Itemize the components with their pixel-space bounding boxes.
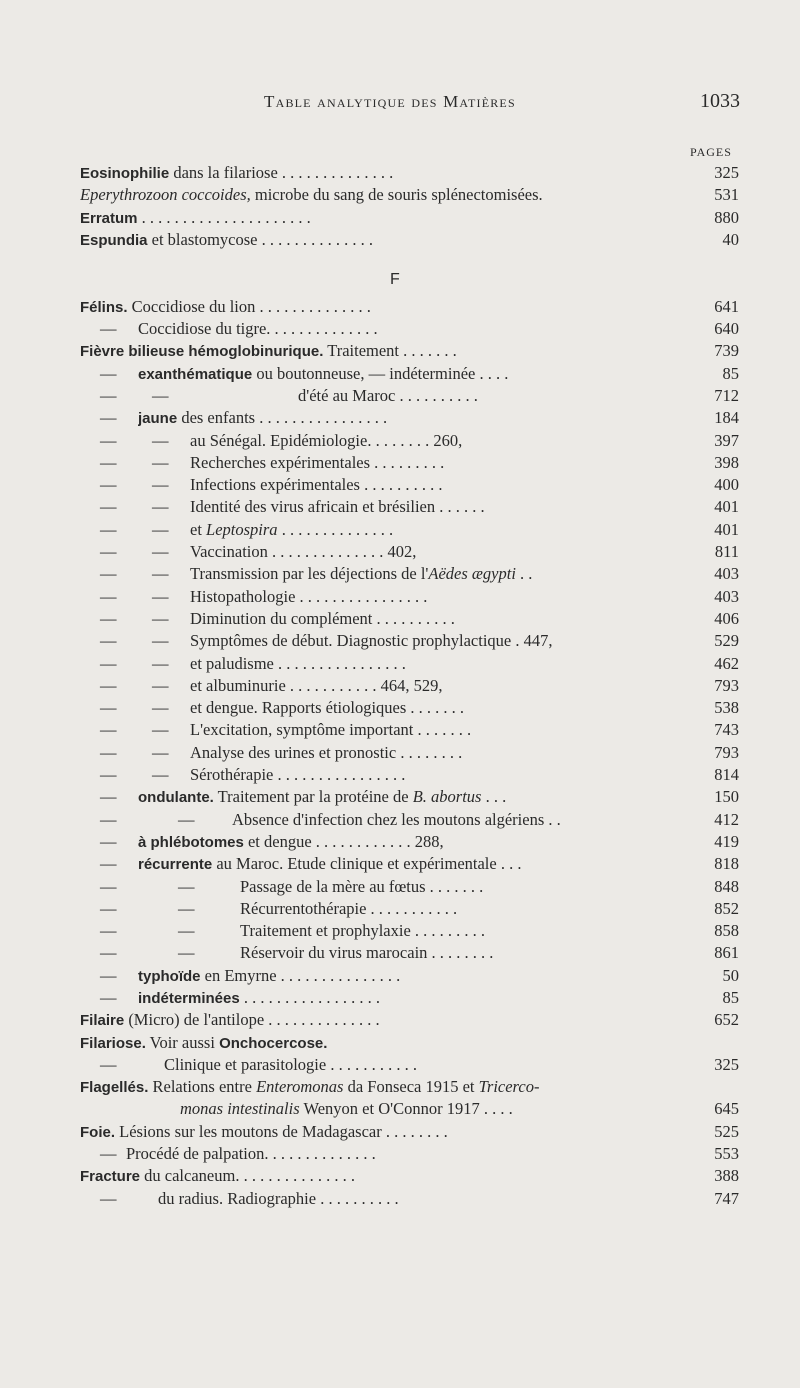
index-entry — [0, 363, 800, 385]
page-number: 1033 — [700, 90, 740, 112]
entry-text — [190, 719, 680, 741]
entry-text — [190, 452, 680, 474]
entry-text — [190, 764, 680, 786]
continuation-dash: — — [100, 876, 117, 896]
continuation-dash: — — [100, 787, 117, 807]
entry-description: au Maroc. Etude clinique et expérimentale . . . — [212, 854, 522, 874]
entry-text — [80, 340, 680, 363]
entry-description: Symptômes de début. Diagnostic prophylactique . 447, — [190, 631, 553, 651]
continuation-dash: — — [152, 542, 169, 562]
page-reference: 531 — [714, 185, 739, 205]
continuation-dash: — — [100, 698, 117, 718]
entry-description: Transmission par les déjections de l' — [190, 564, 429, 584]
page-reference: 712 — [714, 385, 739, 405]
entry-italic-term: Tricerco- — [478, 1077, 540, 1097]
entry-text — [190, 474, 680, 496]
entry-description: L'excitation, symptôme important . . . . . . . — [190, 720, 472, 740]
continuation-dash: — — [100, 809, 117, 829]
entry-italic-term: Eperythrozoon coccoides, — [80, 185, 251, 205]
index-entry — [0, 586, 800, 608]
page-reference: 739 — [714, 341, 739, 361]
index-entry — [0, 987, 800, 1009]
entry-text — [190, 653, 680, 675]
entry-text — [190, 541, 680, 563]
entry-description: et albuminurie . . . . . . . . . . . 464, 529, — [190, 675, 443, 695]
index-entry — [0, 1054, 800, 1076]
continuation-dash: — — [100, 1144, 117, 1164]
continuation-dash: — — [178, 898, 195, 918]
entry-description: Histopathologie . . . . . . . . . . . . . . . . — [190, 586, 428, 606]
entry-description: Voir aussi — [145, 1032, 220, 1052]
page-reference: 403 — [714, 564, 739, 584]
entry-text — [164, 1054, 680, 1076]
entry-text — [190, 742, 680, 764]
index-entry — [0, 853, 800, 875]
entry-text — [240, 920, 680, 942]
index-entry — [0, 764, 800, 786]
entry-text — [80, 184, 680, 206]
entry-keyword: Félins. — [80, 298, 128, 316]
entry-keyword: Onchocercose. — [219, 1034, 328, 1052]
entry-italic-term: Aëdes ægypti — [428, 564, 516, 584]
entry-text — [240, 898, 680, 920]
index-entry — [0, 1098, 800, 1120]
page-reference: 861 — [714, 943, 739, 963]
index-entry — [0, 273, 800, 295]
index-entry — [0, 251, 800, 273]
continuation-dash: — — [100, 965, 117, 985]
entry-text — [138, 318, 680, 340]
page-reference: 401 — [714, 519, 739, 539]
entry-description: Infections expérimentales . . . . . . . . . . — [190, 475, 443, 495]
entry-description: Analyse des urines et pronostic . . . . . . . . — [190, 742, 463, 762]
entry-keyword: Espundia — [80, 231, 148, 249]
page-reference: 403 — [714, 586, 739, 606]
page-reference: 529 — [714, 631, 739, 651]
entry-description: Récurrentothérapie . . . . . . . . . . . — [240, 898, 458, 918]
entry-description: Identité des virus africain et brésilien . . . . . . — [190, 497, 485, 517]
entry-description: du calcaneum. . . . . . . . . . . . . . . — [140, 1166, 355, 1186]
entry-text — [190, 608, 680, 630]
page-reference: 150 — [714, 787, 739, 807]
page-reference: 645 — [714, 1099, 739, 1119]
running-title: Table analytique des Matières — [264, 92, 516, 111]
index-entry — [0, 920, 800, 942]
entry-description: Absence d'infection chez les moutons algériens . . — [232, 809, 561, 829]
entry-description: . . . . . . . . . . . . . . . . . . . . . — [137, 207, 311, 227]
page-reference: 462 — [714, 653, 739, 673]
continuation-dash: — — [152, 475, 169, 495]
entry-keyword: Foie. — [80, 1123, 116, 1141]
continuation-dash: — — [100, 631, 117, 651]
entry-text — [80, 162, 680, 185]
page-reference: 325 — [714, 1054, 739, 1074]
continuation-dash: — — [152, 586, 169, 606]
index-entry — [0, 229, 800, 251]
entry-italic-term: Enteromonas — [256, 1077, 344, 1097]
index-entry — [0, 162, 800, 184]
index-entry — [0, 474, 800, 496]
continuation-dash: — — [100, 921, 117, 941]
page-reference: 743 — [714, 720, 739, 740]
index-entry — [0, 630, 800, 652]
continuation-dash: — — [178, 876, 195, 896]
continuation-dash: — — [100, 765, 117, 785]
index-entry — [0, 1143, 800, 1165]
entry-text — [190, 563, 680, 585]
entry-description: . . . . . . . . . . . . . . — [277, 519, 394, 539]
index-entry — [0, 809, 800, 831]
index-entry — [0, 1032, 800, 1054]
page-reference: 811 — [714, 542, 739, 562]
page-reference: 325 — [714, 163, 739, 182]
index-entry — [0, 719, 800, 741]
index-entry — [0, 742, 800, 764]
letter-heading: F — [390, 271, 400, 289]
page-reference: 640 — [714, 319, 739, 339]
entry-description: Coccidiose du lion . . . . . . . . . . . . . . — [127, 296, 371, 316]
entry-keyword: Erratum — [80, 209, 138, 227]
continuation-dash: — — [178, 943, 195, 963]
index-entry — [0, 340, 800, 362]
entry-text — [138, 853, 680, 876]
page-reference: 406 — [714, 608, 739, 628]
entry-description: Traitement par la protéine de — [213, 787, 413, 807]
index-entry — [0, 385, 800, 407]
entry-description: et paludisme . . . . . . . . . . . . . . . . — [190, 653, 406, 673]
continuation-dash: — — [178, 921, 195, 941]
continuation-dash: — — [152, 385, 169, 405]
continuation-dash: — — [152, 653, 169, 673]
entry-description: Recherches expérimentales . . . . . . . . . — [190, 452, 445, 472]
entry-text — [138, 407, 680, 430]
continuation-dash: — — [100, 497, 117, 517]
entry-description: Diminution du complément . . . . . . . . . . — [190, 608, 455, 628]
index-entry — [0, 563, 800, 585]
entry-description: . . . — [481, 787, 507, 807]
page-reference: 398 — [714, 452, 739, 472]
entry-text — [138, 987, 680, 1010]
continuation-dash: — — [152, 720, 169, 740]
entry-italic-term: B. abortus — [412, 787, 482, 807]
entry-description: et blastomycose . . . . . . . . . . . . . . — [147, 229, 373, 249]
page-reference: 818 — [714, 854, 739, 874]
entry-text — [232, 809, 680, 831]
entry-description: ou boutonneuse, — indéterminée . . . . — [252, 363, 509, 383]
continuation-dash: — — [152, 519, 169, 539]
entry-description: Traitement et prophylaxie . . . . . . . . . — [240, 921, 486, 941]
entry-description: du radius. Radiographie . . . . . . . . . . — [158, 1188, 399, 1208]
continuation-dash: — — [100, 720, 117, 740]
entry-italic-term: Leptospira — [206, 519, 278, 539]
entry-description: Relations entre — [148, 1077, 257, 1097]
entry-text — [190, 675, 680, 697]
entry-text — [298, 385, 680, 407]
continuation-dash: — — [152, 675, 169, 695]
continuation-dash: — — [100, 319, 117, 339]
index-entry — [0, 1188, 800, 1210]
index-entry — [0, 519, 800, 541]
entry-keyword: Filaire — [80, 1012, 125, 1030]
continuation-dash: — — [100, 408, 117, 428]
page-reference: 85 — [722, 987, 739, 1007]
page-reference: 400 — [714, 475, 739, 495]
index-entry — [0, 496, 800, 518]
entry-keyword: Fracture — [80, 1168, 141, 1186]
entry-description: Procédé de palpation. . . . . . . . . . . . . . — [126, 1144, 376, 1164]
continuation-dash: — — [178, 809, 195, 829]
entry-text — [80, 1009, 680, 1032]
entry-keyword: exanthématique — [138, 365, 253, 383]
page-reference: 538 — [714, 698, 739, 718]
entry-text — [80, 296, 680, 319]
entry-description: des enfants . . . . . . . . . . . . . . . . — [177, 408, 388, 428]
index-entry — [0, 1009, 800, 1031]
index-entry — [0, 1076, 800, 1098]
entry-text — [126, 1143, 680, 1165]
entry-text — [240, 876, 680, 898]
entry-description: Traitement . . . . . . . — [323, 341, 457, 361]
continuation-dash: — — [152, 765, 169, 785]
entry-text — [180, 1098, 680, 1120]
page-reference: 184 — [714, 408, 739, 428]
entry-keyword: ondulante. — [138, 789, 214, 807]
entry-description: Lésions sur les moutons de Madagascar . . . . . . . . — [115, 1121, 448, 1141]
continuation-dash: — — [100, 452, 117, 472]
continuation-dash: — — [100, 586, 117, 606]
continuation-dash: — — [100, 475, 117, 495]
entry-keyword: Filariose. — [80, 1034, 146, 1052]
entry-text — [138, 786, 680, 809]
continuation-dash: — — [100, 519, 117, 539]
entry-text — [190, 630, 680, 652]
page-reference: 652 — [714, 1010, 739, 1030]
entry-keyword: Eosinophilie — [80, 165, 170, 182]
entry-text — [80, 229, 680, 252]
index-entries — [0, 162, 800, 1210]
entry-text — [240, 942, 680, 964]
index-entry — [0, 1121, 800, 1143]
page-reference: 412 — [714, 809, 739, 829]
entry-text — [138, 965, 680, 988]
entry-text — [190, 586, 680, 608]
pages-column-label: PAGES — [690, 145, 732, 159]
page-reference: 50 — [722, 965, 739, 985]
continuation-dash: — — [100, 943, 117, 963]
entry-text — [190, 496, 680, 518]
entry-italic-term: monas intestinalis — [180, 1099, 300, 1119]
continuation-dash: — — [152, 430, 169, 450]
continuation-dash: — — [152, 742, 169, 762]
entry-text — [80, 1121, 680, 1144]
continuation-dash: — — [152, 608, 169, 628]
page-reference: 858 — [714, 921, 739, 941]
entry-description: . . — [515, 564, 533, 584]
index-entry — [0, 653, 800, 675]
index-entry — [0, 1165, 800, 1187]
page-reference: 85 — [722, 363, 739, 383]
entry-keyword: récurrente — [138, 856, 213, 874]
page-reference: 388 — [714, 1166, 739, 1186]
entry-description: Wenyon et O'Connor 1917 . . . . — [299, 1099, 513, 1119]
entry-text — [80, 207, 680, 230]
entry-keyword: à phlébotomes — [138, 833, 244, 851]
entry-description: Sérothérapie . . . . . . . . . . . . . . . . — [190, 765, 406, 785]
index-entry — [0, 831, 800, 853]
continuation-dash: — — [100, 608, 117, 628]
entry-description: da Fonseca 1915 et — [343, 1077, 479, 1097]
continuation-dash: — — [152, 631, 169, 651]
entry-text — [80, 1076, 680, 1099]
page-reference: 880 — [714, 207, 739, 227]
continuation-dash: — — [152, 497, 169, 517]
page-reference: 793 — [714, 675, 739, 695]
continuation-dash: — — [152, 452, 169, 472]
entry-description: et dengue . . . . . . . . . . . . 288, — [243, 831, 444, 851]
continuation-dash: — — [100, 1054, 117, 1074]
index-entry — [0, 318, 800, 340]
entry-description: en Emyrne . . . . . . . . . . . . . . . — [200, 965, 401, 985]
index-entry — [0, 407, 800, 429]
entry-keyword: jaune — [138, 410, 178, 428]
continuation-dash: — — [152, 564, 169, 584]
entry-text — [138, 831, 680, 854]
index-entry — [0, 898, 800, 920]
continuation-dash: — — [100, 542, 117, 562]
page-reference: 397 — [714, 430, 739, 450]
entry-description: . . . . . . . . . . . . . . . . . — [239, 987, 380, 1007]
page-reference: 852 — [714, 898, 739, 918]
page-reference: 641 — [714, 296, 739, 316]
entry-description: et — [190, 519, 207, 539]
page-reference: 848 — [714, 876, 739, 896]
entry-description: (Micro) de l'antilope . . . . . . . . . . . . . . — [124, 1010, 380, 1030]
index-entry — [0, 786, 800, 808]
index-entry — [0, 541, 800, 563]
page-reference: 793 — [714, 742, 739, 762]
entry-text — [80, 1032, 680, 1055]
entry-description: Coccidiose du tigre. . . . . . . . . . . . . . — [138, 319, 378, 339]
entry-text — [80, 1165, 680, 1188]
entry-keyword: Flagellés. — [80, 1079, 149, 1097]
page-reference: 525 — [714, 1121, 739, 1141]
entry-text — [190, 519, 680, 541]
continuation-dash: — — [100, 564, 117, 584]
page-reference: 419 — [714, 831, 739, 851]
page-reference: 40 — [722, 229, 739, 249]
entry-text — [138, 363, 680, 386]
index-entry — [0, 942, 800, 964]
continuation-dash: — — [100, 363, 117, 383]
entry-description: d'été au Maroc . . . . . . . . . . — [298, 385, 478, 405]
index-entry — [0, 296, 800, 318]
page-reference: 814 — [714, 765, 739, 785]
entry-keyword: Fièvre bilieuse hémoglobinurique. — [80, 343, 324, 361]
entry-description: dans la filariose . . . . . . . . . . . . . . — [169, 163, 394, 182]
continuation-dash: — — [100, 987, 117, 1007]
index-entry — [0, 697, 800, 719]
index-entry — [0, 184, 800, 206]
page-reference: 747 — [714, 1188, 739, 1208]
entry-description: au Sénégal. Epidémiologie. . . . . . . . 260, — [190, 430, 463, 450]
index-entry — [0, 207, 800, 229]
continuation-dash: — — [100, 898, 117, 918]
index-entry — [0, 876, 800, 898]
entry-text — [190, 697, 680, 719]
page-reference: 553 — [714, 1144, 739, 1164]
entry-description: et dengue. Rapports étiologiques . . . . . . . — [190, 698, 465, 718]
entry-keyword: indéterminées — [138, 989, 240, 1007]
entry-description: Réservoir du virus marocain . . . . . . . . — [240, 943, 494, 963]
continuation-dash: — — [152, 698, 169, 718]
entry-description: microbe du sang de souris splénectomisées. — [250, 185, 543, 205]
index-entry — [0, 675, 800, 697]
continuation-dash: — — [100, 653, 117, 673]
entry-description: Vaccination . . . . . . . . . . . . . . 402, — [190, 542, 417, 562]
index-entry — [0, 430, 800, 452]
continuation-dash: — — [100, 742, 117, 762]
entry-text — [158, 1188, 680, 1210]
index-entry — [0, 608, 800, 630]
index-entry — [0, 965, 800, 987]
page-header — [0, 92, 800, 116]
entry-text — [190, 430, 680, 452]
continuation-dash: — — [100, 831, 117, 851]
continuation-dash: — — [100, 385, 117, 405]
index-entry — [0, 452, 800, 474]
continuation-dash: — — [100, 430, 117, 450]
entry-description: Clinique et parasitologie . . . . . . . . . . . — [164, 1054, 417, 1074]
continuation-dash: — — [100, 675, 117, 695]
continuation-dash: — — [100, 1188, 117, 1208]
continuation-dash: — — [100, 854, 117, 874]
entry-description: Passage de la mère au fœtus . . . . . . . — [240, 876, 484, 896]
page-reference: 401 — [714, 497, 739, 517]
entry-keyword: typhoïde — [138, 967, 201, 985]
